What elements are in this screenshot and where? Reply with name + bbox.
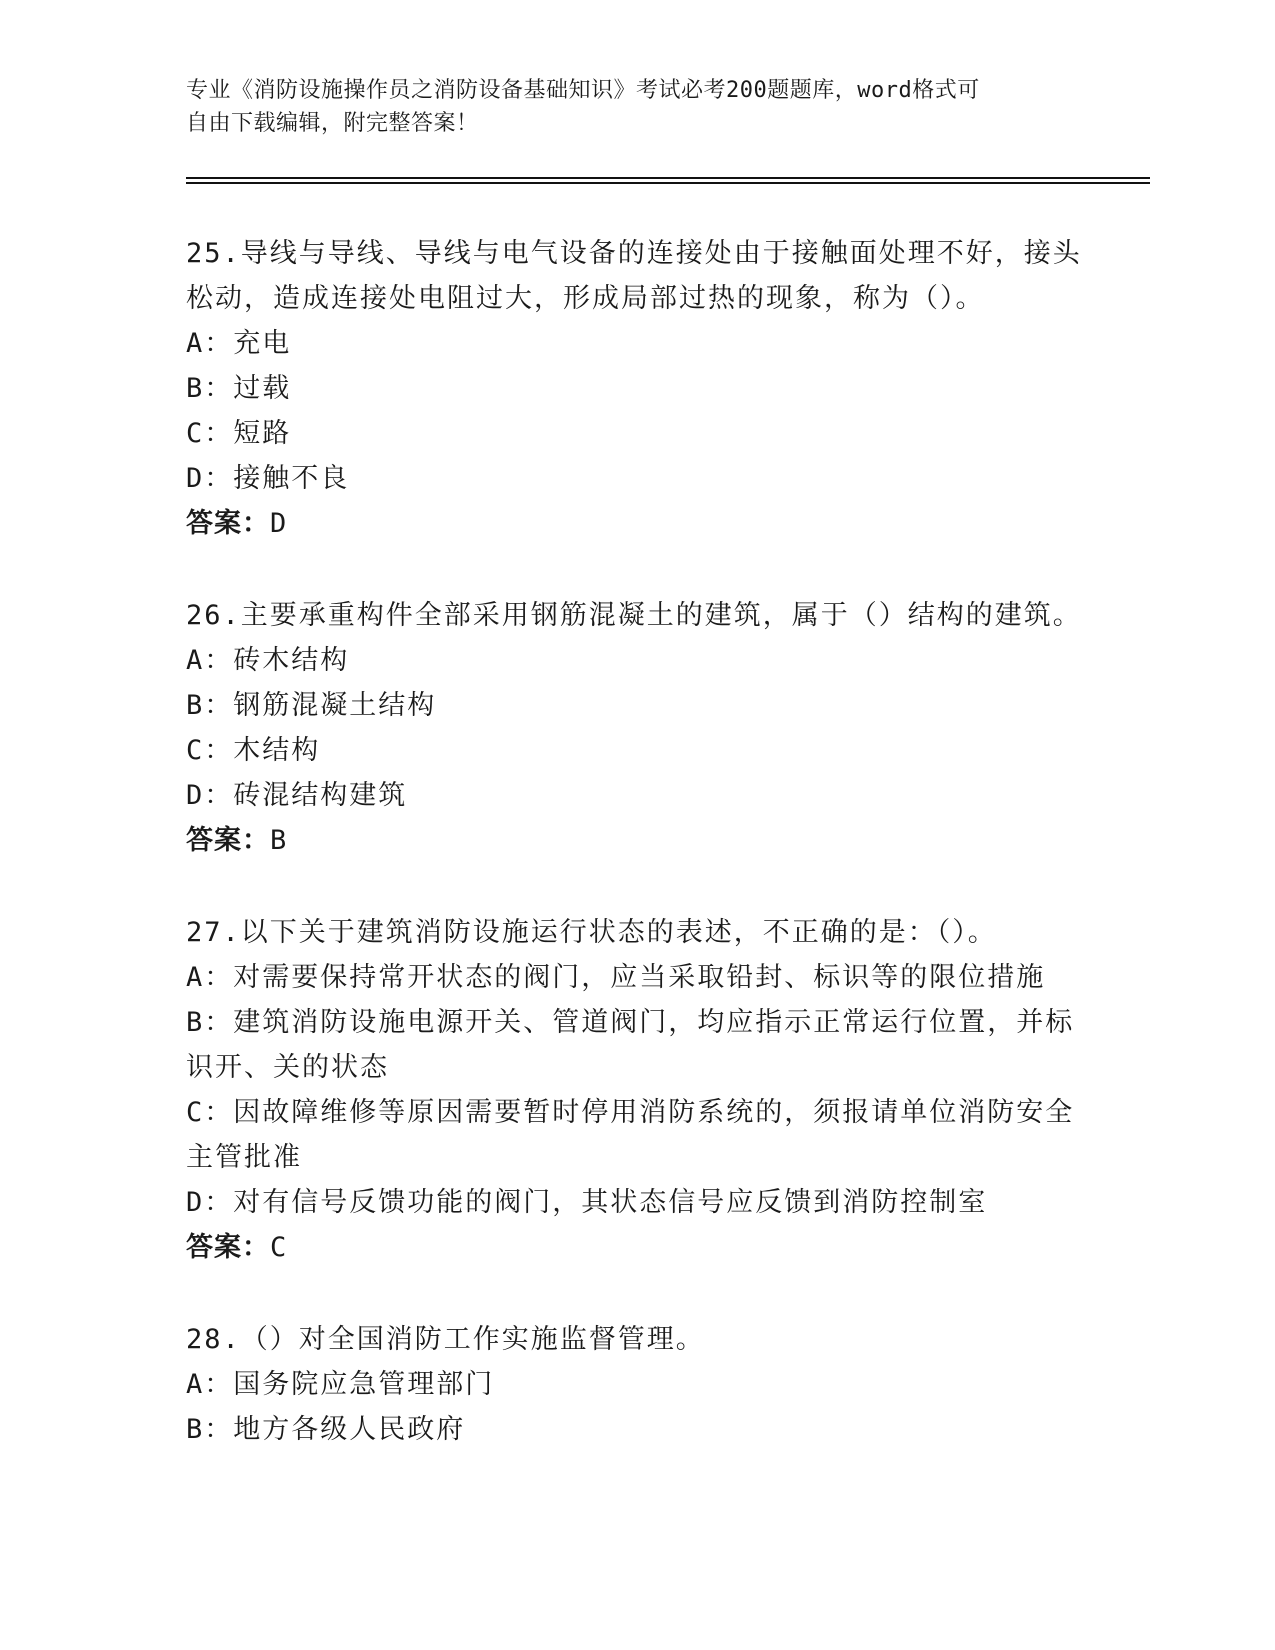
question-list [186,231,1086,1499]
option-d: D：砖混结构建筑 [186,780,408,811]
option-b: B：建筑消防设施电源开关、管道阀门，均应指示正常运行位置，并标 [186,1007,1075,1038]
option-a: A：对需要保持常开状态的阀门，应当采取铅封、标识等的限位措施 [186,962,1046,993]
document-header [186,74,1086,140]
option-b: B：钢筋混凝土结构 [186,690,437,721]
answer-line [186,818,1086,863]
option-b: B：过载 [186,373,292,404]
answer-value: D [270,508,288,539]
question-stem-line: 28.（）对全国消防工作实施监督管理。 [186,1324,705,1355]
header-divider-top [186,177,1150,179]
answer-value: C [270,1232,288,1263]
option-b: B：地方各级人民政府 [186,1414,466,1445]
question-stem-line: 27.以下关于建筑消防设施运行状态的表述，不正确的是：（）。 [186,917,997,948]
question-27 [186,910,1086,1270]
answer-label: 答案： [186,825,270,856]
option-a: A：国务院应急管理部门 [186,1369,495,1400]
question-28 [186,1317,1086,1452]
option-c: C：因故障维修等原因需要暂时停用消防系统的，须报请单位消防安全 [186,1097,1075,1128]
header-line-2: 自由下载编辑，附完整答案！ [186,111,479,136]
question-26 [186,593,1086,863]
answer-value: B [270,825,288,856]
question-stem-line: 25.导线与导线、导线与电气设备的连接处由于接触面处理不好，接头 [186,238,1082,269]
option-d: D：接触不良 [186,463,350,494]
option-c-continued: 主管批准 [186,1142,302,1173]
option-c: C：短路 [186,418,292,449]
option-a: A：充电 [186,328,292,359]
header-line-1: 专业《消防设施操作员之消防设备基础知识》考试必考200题题库，word格式可 [186,78,980,103]
question-stem-line: 松动，造成连接处电阻过大，形成局部过热的现象，称为（）。 [186,283,985,314]
option-b-continued: 识开、关的状态 [186,1052,389,1083]
option-c: C：木结构 [186,735,321,766]
answer-label: 答案： [186,1232,270,1263]
answer-label: 答案： [186,508,270,539]
answer-line [186,501,1086,546]
option-a: A：砖木结构 [186,645,350,676]
answer-line [186,1225,1086,1270]
header-divider-bottom [186,182,1150,184]
question-25 [186,231,1086,546]
question-stem-line: 26.主要承重构件全部采用钢筋混凝土的建筑，属于（）结构的建筑。 [186,600,1082,631]
option-d: D：对有信号反馈功能的阀门，其状态信号应反馈到消防控制室 [186,1187,988,1218]
